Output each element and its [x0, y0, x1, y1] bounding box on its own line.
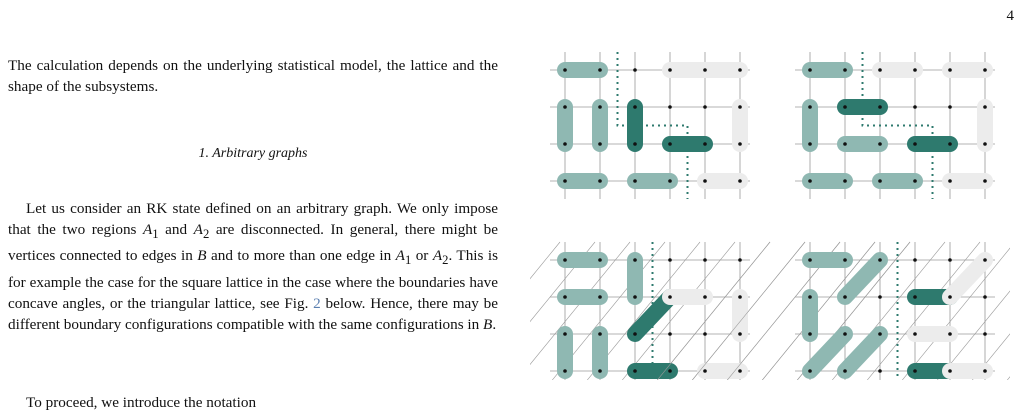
- lattice-vertex: [563, 258, 567, 262]
- lattice-vertex: [808, 258, 812, 262]
- intro-paragraph: The calculation depends on the underlying statistical model, the lattice and the shape of the subsystems.: [8, 57, 498, 96]
- lattice-vertex: [633, 258, 637, 262]
- lattice-vertex: [843, 332, 847, 336]
- lattice-diagonal: [650, 242, 770, 380]
- lattice-vertex: [843, 179, 847, 183]
- text-run: .: [492, 316, 497, 334]
- lattice-vertex: [738, 68, 742, 72]
- lattice-vertex: [983, 142, 987, 146]
- lattice-vertex: [668, 369, 672, 373]
- text-run: and: [158, 221, 194, 239]
- math-subscript: 2: [442, 253, 449, 268]
- lattice-vertex: [878, 105, 882, 109]
- lattice-vertex: [703, 142, 707, 146]
- square-lattice-panel-right: [795, 52, 995, 199]
- page-number: 4: [1006, 8, 1014, 24]
- lattice-vertex: [983, 179, 987, 183]
- math-symbol: A: [143, 221, 153, 239]
- lattice-vertex: [738, 179, 742, 183]
- lattice-vertex: [563, 105, 567, 109]
- lattice-vertex: [948, 142, 952, 146]
- lattice-vertex: [948, 369, 952, 373]
- lattice-vertex: [948, 179, 952, 183]
- lattice-vertex: [633, 105, 637, 109]
- text-run: or: [411, 247, 433, 265]
- lattice-vertex: [738, 142, 742, 146]
- lattice-vertex: [983, 295, 987, 299]
- lattice-vertex: [563, 369, 567, 373]
- figure-reference-link[interactable]: 2: [313, 294, 321, 312]
- lattice-vertex: [738, 105, 742, 109]
- lattice-vertex: [878, 142, 882, 146]
- lattice-vertex: [738, 295, 742, 299]
- lattice-vertex: [843, 68, 847, 72]
- lattice-vertex: [703, 179, 707, 183]
- lattice-vertex: [843, 369, 847, 373]
- arbitrary-graphs-paragraph: [8, 198, 498, 335]
- lattice-vertex: [633, 369, 637, 373]
- text-run: are disconnected. In general, there might be vertices connected to edges in: [8, 221, 498, 265]
- lattice-diagonal: [1000, 242, 1010, 380]
- lattice-vertex: [633, 68, 637, 72]
- lattice-vertex: [563, 179, 567, 183]
- dimer-figure: [530, 40, 1010, 380]
- math-symbol: A: [395, 247, 405, 265]
- lattice-vertex: [948, 295, 952, 299]
- lattice-vertex: [703, 332, 707, 336]
- lattice-vertex: [948, 332, 952, 336]
- lattice-vertex: [808, 179, 812, 183]
- math-subscript: 1: [404, 253, 412, 268]
- dimer-ghost: [950, 260, 985, 297]
- lattice-vertex: [808, 295, 812, 299]
- text-run: below. Hence, there may be different boundary configurations compatible with the same configurations in: [8, 294, 499, 334]
- lattice-vertex: [843, 142, 847, 146]
- lattice-vertex: [668, 258, 672, 262]
- lattice-vertex: [878, 369, 882, 373]
- lattice-vertex: [668, 105, 672, 109]
- text-run: Let us consider an RK state defined on an arbitrary graph. We only impose that the two regions: [8, 200, 498, 239]
- lattice-vertex: [878, 295, 882, 299]
- math-subscript: 2: [202, 227, 210, 242]
- lattice-vertex: [633, 179, 637, 183]
- math-subscript: 1: [152, 227, 159, 242]
- lattice-vertex: [808, 332, 812, 336]
- lattice-vertex: [913, 142, 917, 146]
- next-paragraph-cutoff: To proceed, we introduce the notation: [26, 394, 257, 411]
- lattice-vertex: [913, 332, 917, 336]
- lattice-vertex: [668, 142, 672, 146]
- lattice-vertex: [668, 179, 672, 183]
- lattice-vertex: [598, 369, 602, 373]
- lattice-vertex: [878, 68, 882, 72]
- math-symbol: B: [197, 247, 207, 265]
- lattice-vertex: [983, 105, 987, 109]
- lattice-vertex: [913, 105, 917, 109]
- lattice-vertex: [983, 369, 987, 373]
- lattice-vertex: [703, 258, 707, 262]
- lattice-vertex: [598, 68, 602, 72]
- lattice-vertex: [913, 258, 917, 262]
- lattice-vertex: [598, 332, 602, 336]
- lattice-vertex: [563, 68, 567, 72]
- lattice-vertex: [703, 369, 707, 373]
- lattice-vertex: [598, 258, 602, 262]
- text-run: . This is for example the case for the square lattice in the case where the boundaries have concave angles, or the triangular lattice, see Fig.: [8, 247, 498, 312]
- lattice-vertex: [808, 142, 812, 146]
- lattice-vertex: [948, 258, 952, 262]
- lattice-vertex: [843, 295, 847, 299]
- lattice-vertex: [878, 258, 882, 262]
- lattice-vertex: [738, 332, 742, 336]
- lattice-vertex: [703, 295, 707, 299]
- lattice-vertex: [633, 332, 637, 336]
- math-symbol: A: [432, 247, 443, 265]
- lattice-vertex: [808, 68, 812, 72]
- lattice-vertex: [948, 68, 952, 72]
- lattice-vertex: [808, 105, 812, 109]
- lattice-vertex: [843, 105, 847, 109]
- lattice-vertex: [738, 258, 742, 262]
- lattice-vertex: [598, 179, 602, 183]
- lattice-vertex: [703, 68, 707, 72]
- triangular-lattice-panel-right: [650, 242, 1010, 380]
- lattice-vertex: [843, 258, 847, 262]
- lattice-vertex: [913, 369, 917, 373]
- lattice-vertex: [878, 332, 882, 336]
- lattice-vertex: [668, 295, 672, 299]
- lattice-vertex: [563, 332, 567, 336]
- section-heading: 1. Arbitrary graphs: [198, 146, 308, 161]
- lattice-vertex: [913, 68, 917, 72]
- math-symbol: B: [483, 316, 493, 334]
- lattice-vertex: [668, 332, 672, 336]
- lattice-vertex: [808, 369, 812, 373]
- lattice-vertex: [563, 295, 567, 299]
- lattice-vertex: [738, 369, 742, 373]
- lattice-vertex: [598, 295, 602, 299]
- square-lattice-panel-left: [550, 52, 750, 199]
- lattice-vertex: [948, 105, 952, 109]
- lattice-vertex: [983, 258, 987, 262]
- lattice-diagonal: [650, 242, 770, 380]
- lattice-vertex: [633, 295, 637, 299]
- lattice-vertex: [913, 179, 917, 183]
- lattice-vertex: [633, 142, 637, 146]
- text-run: and to more than one edge in: [206, 247, 396, 265]
- lattice-vertex: [668, 68, 672, 72]
- lattice-vertex: [563, 142, 567, 146]
- lattice-vertex: [598, 142, 602, 146]
- lattice-diagonal: [895, 242, 1010, 380]
- lattice-vertex: [983, 332, 987, 336]
- lattice-vertex: [983, 68, 987, 72]
- lattice-vertex: [703, 105, 707, 109]
- math-symbol: A: [193, 221, 203, 239]
- lattice-vertex: [598, 105, 602, 109]
- lattice-vertex: [878, 179, 882, 183]
- lattice-vertex: [913, 295, 917, 299]
